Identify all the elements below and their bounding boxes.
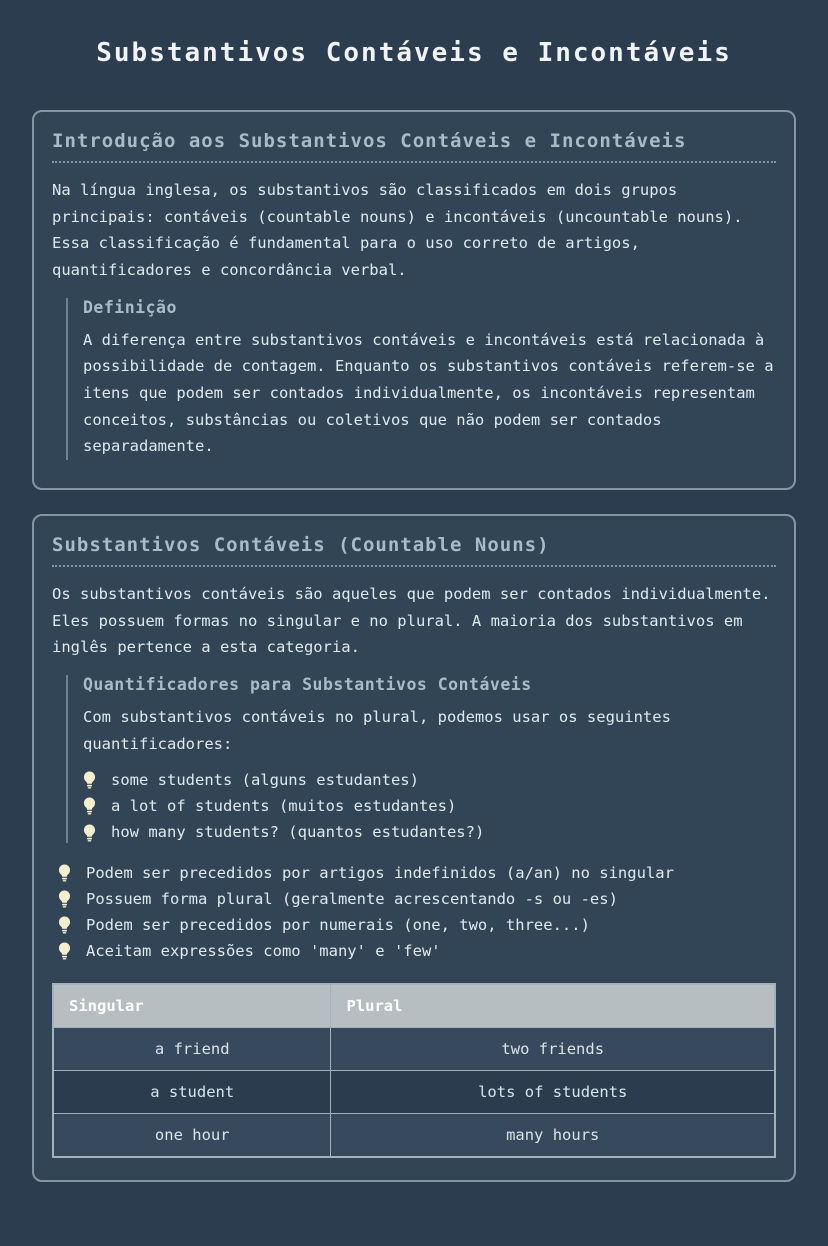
table-header-singular: Singular — [53, 984, 331, 1028]
table-row — [53, 1071, 775, 1114]
list-item-text: Aceitam expressões como 'many' e 'few' — [86, 942, 441, 961]
quantifiers-subsection — [66, 675, 776, 843]
list-item-text: some students (alguns estudantes) — [111, 771, 419, 790]
intro-paragraph: Na língua inglesa, os substantivos são classificados em dois grupos principais: contáveis (countable nouns) e incontáveis (uncountable nouns). Essa classificação é fundamental para o uso correto de artigos, quantificadores e concordância verbal. — [52, 181, 743, 279]
lightbulb-icon — [83, 771, 96, 789]
intro-card — [32, 110, 796, 490]
table-cell: one hour — [53, 1114, 331, 1158]
list-item — [83, 770, 776, 790]
list-item-text: a lot of students (muitos estudantes) — [111, 797, 457, 816]
table-cell: two friends — [331, 1028, 775, 1071]
list-item — [83, 822, 776, 842]
countable-nouns-card — [32, 514, 796, 1182]
lightbulb-icon — [58, 864, 71, 882]
list-item-text: Possuem forma plural (geralmente acrescentando -s ou -es) — [86, 889, 618, 908]
lightbulb-icon — [83, 797, 96, 815]
lightbulb-icon — [58, 942, 71, 960]
table-cell: a friend — [53, 1028, 331, 1071]
countable-paragraph: Os substantivos contáveis são aqueles que podem ser contados individualmente. Eles possuem formas no singular e no plural. A maioria dos substantivos em inglês pertence a esta categoria. — [52, 584, 771, 657]
list-item — [58, 863, 776, 883]
table-cell: many hours — [331, 1114, 775, 1158]
definition-title: Definição — [83, 297, 177, 317]
list-item — [83, 796, 776, 816]
list-item — [58, 915, 776, 935]
quantifiers-title: Quantificadores para Substantivos Contáveis — [83, 674, 532, 694]
countable-properties-list — [58, 863, 776, 962]
table-header-plural: Plural — [331, 984, 775, 1028]
table-row — [53, 1028, 775, 1071]
singular-plural-table — [52, 983, 776, 1158]
list-item — [58, 941, 776, 961]
page-title: Substantivos Contáveis e Incontáveis — [96, 38, 732, 68]
definition-subsection — [66, 298, 776, 460]
intro-card-title: Introdução aos Substantivos Contáveis e Incontáveis — [52, 130, 776, 163]
lightbulb-icon — [58, 916, 71, 934]
table-cell: a student — [53, 1071, 331, 1114]
quantifier-examples-list — [83, 770, 776, 842]
countable-card-title: Substantivos Contáveis (Countable Nouns) — [52, 534, 776, 567]
list-item-text: how many students? (quantos estudantes?) — [111, 823, 485, 842]
list-item — [58, 889, 776, 909]
list-item-text: Podem ser precedidos por numerais (one, two, three...) — [86, 915, 590, 934]
table-row — [53, 1114, 775, 1158]
lightbulb-icon — [58, 890, 71, 908]
lightbulb-icon — [83, 824, 96, 842]
table-cell: lots of students — [331, 1071, 775, 1114]
definition-text: A diferença entre substantivos contáveis e incontáveis está relacionada à possibilidade de contagem. Enquanto os substantivos contáveis referem-se a itens que podem ser contados individualmente, os incontáveis representam conceitos, substâncias ou coletivos que não podem ser contados separadamente. — [83, 330, 774, 456]
quantifiers-text: Com substantivos contáveis no plural, podemos usar os seguintes quantificadores: — [83, 707, 671, 753]
table-header-row — [53, 984, 775, 1028]
list-item-text: Podem ser precedidos por artigos indefinidos (a/an) no singular — [86, 863, 674, 882]
